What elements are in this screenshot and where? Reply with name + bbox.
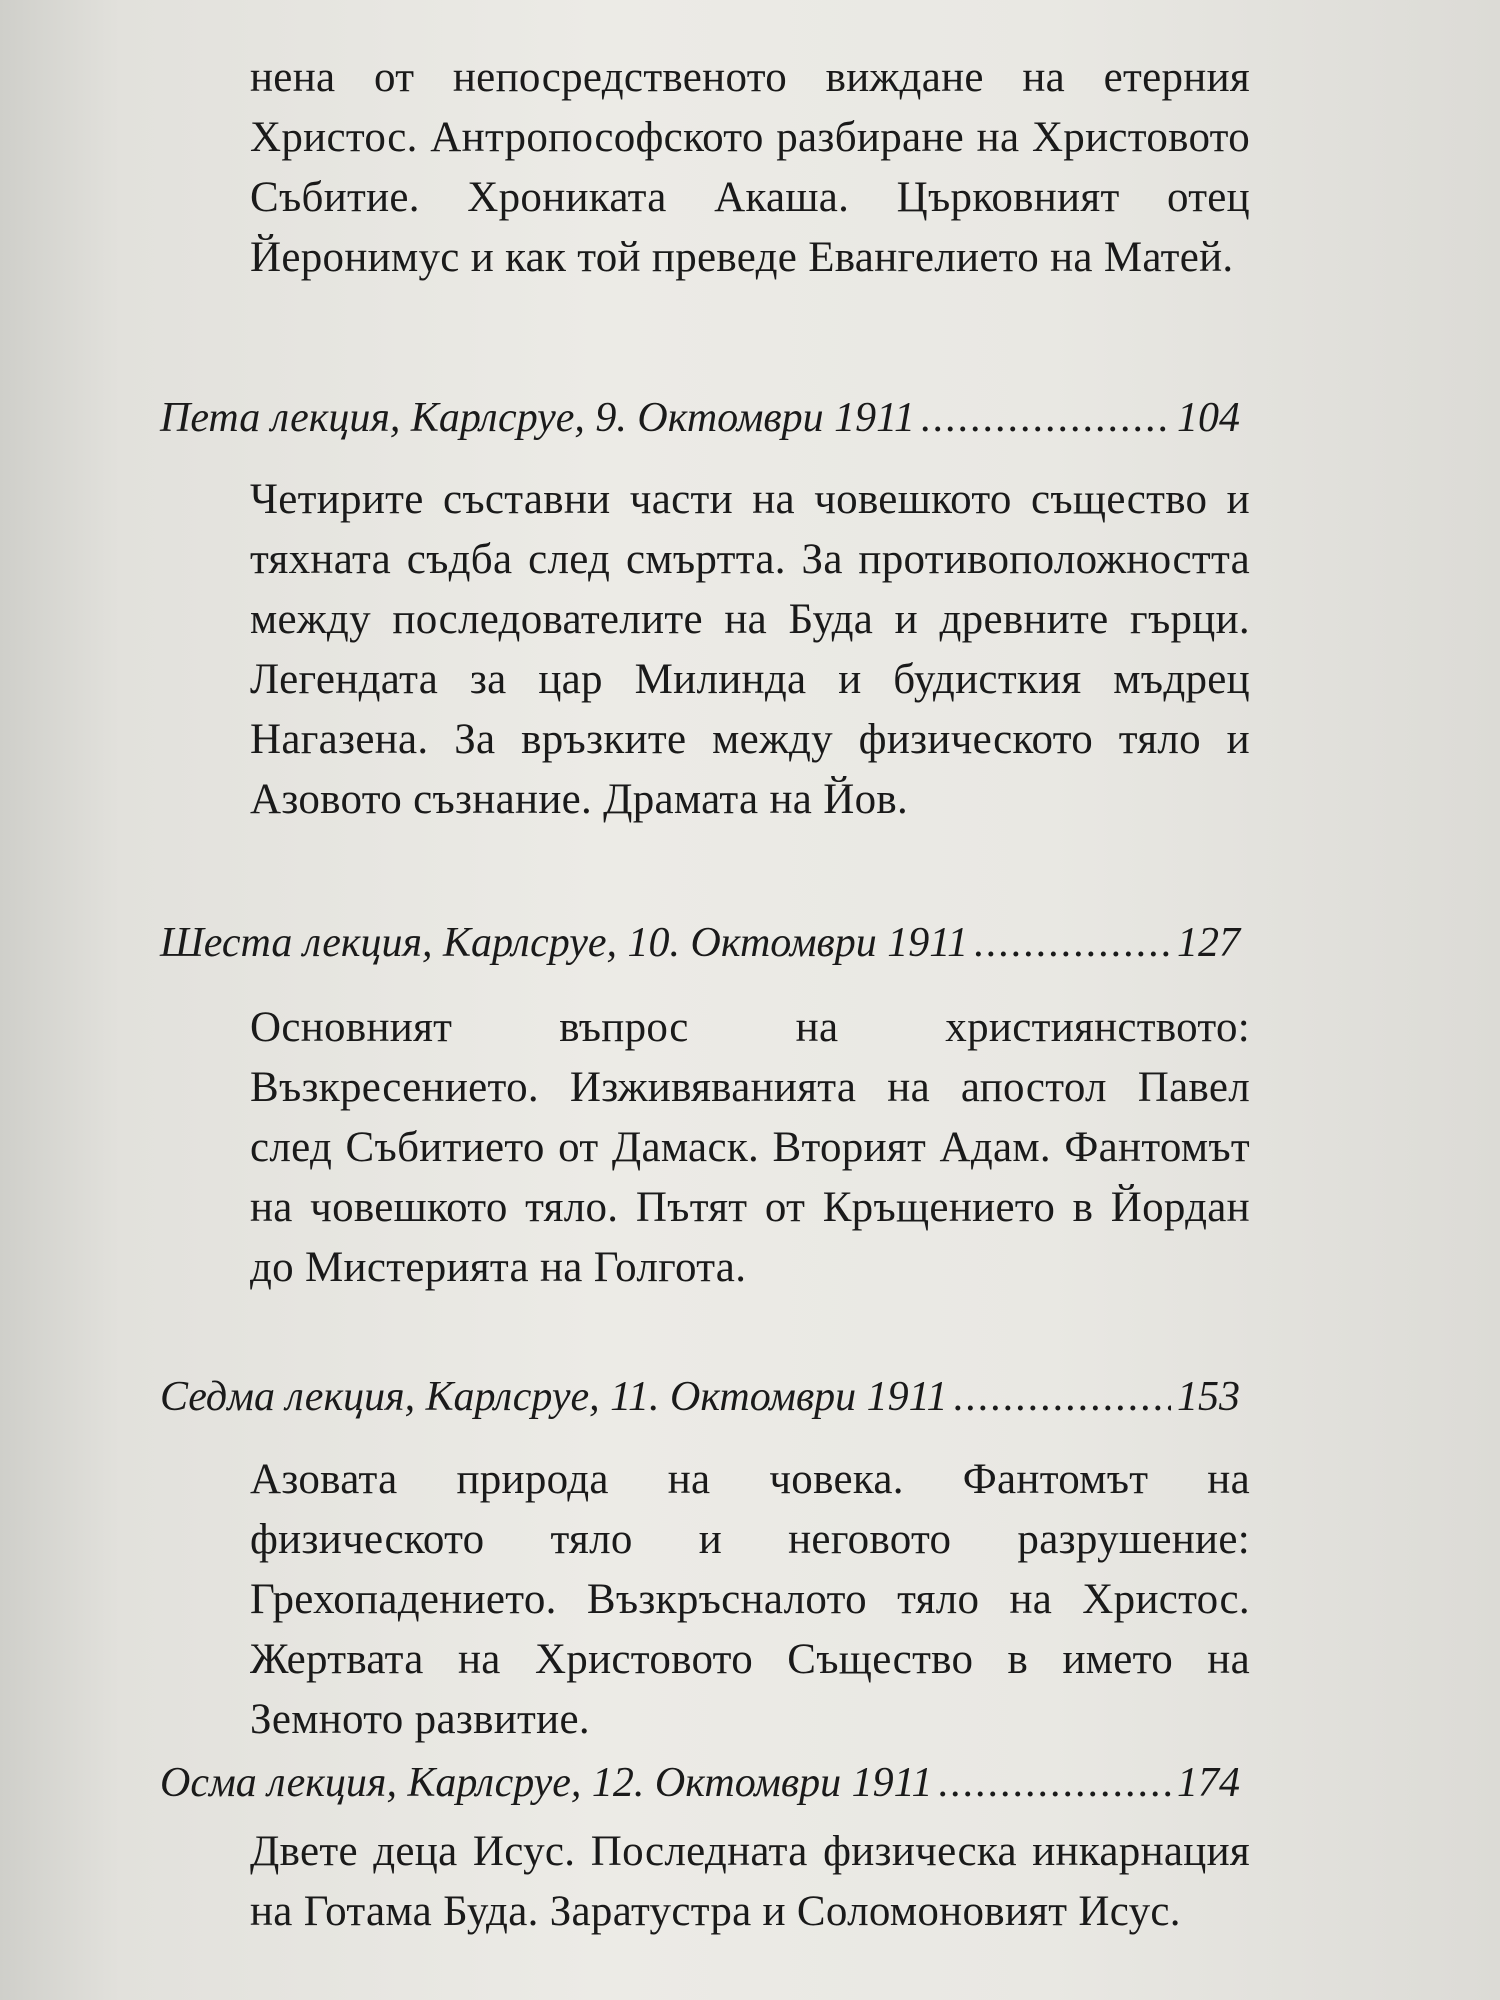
- toc-entry-7-heading: [160, 1372, 1240, 1422]
- toc-entry-page: 153: [1177, 1374, 1240, 1420]
- toc-entry-8-heading: [160, 1758, 1240, 1808]
- intro-paragraph: нена от непосредственото виждане на етерния Христос. Антропософското разбиране на Христовото Събитие. Хрониката Акаша. Църковният отец Йеронимус и как той преведе Евангелието на Матей.: [250, 54, 1250, 281]
- toc-entry-5-heading: [160, 393, 1240, 443]
- toc-entry-title: Шеста лекция, Карлсруе, 10. Октомври 1911: [160, 920, 969, 966]
- toc-entry-page: 127: [1177, 920, 1240, 966]
- toc-entry-5-summary: Четирите съставни части на човешкото същество и тяхната съдба след смъртта. За противоположността между последователите на Буда и древните гърци. Легендата за цар Милинда и будисткия мъдрец Нагазена. За връзките между физическото тяло и Азовото съзнание. Драмата на Йов.: [250, 476, 1250, 823]
- dot-leader: [939, 1758, 1171, 1808]
- toc-entry-page: 104: [1177, 395, 1240, 441]
- toc-entry-6-summary: Основният въпрос на християнството: Възкресението. Изживяванията на апостол Павел след Събитието от Дамаск. Вторият Адам. Фантомът на човешкото тяло. Пътят от Кръщението в Йордан до Мистерията на Голгота.: [250, 1004, 1250, 1291]
- toc-entry-7-summary: Азовата природа на човека. Фантомът на физическото тяло и неговото разрушение: Грехопадението. Възкръсналото тяло на Христос. Жертвата на Христовото Същество в името на Земното развитие.: [250, 1456, 1250, 1743]
- toc-entry-title: Осма лекция, Карлсруе, 12. Октомври 1911: [160, 1760, 933, 1806]
- toc-entry-8-summary: Двете деца Исус. Последната физическа инкарнация на Готама Буда. Заратустра и Соломоновият Исус.: [250, 1828, 1250, 1935]
- dot-leader: [954, 1372, 1171, 1422]
- toc-entry-page: 174: [1177, 1760, 1240, 1806]
- toc-entry-6-heading: [160, 918, 1240, 968]
- toc-entry-title: Пета лекция, Карлсруе, 9. Октомври 1911: [160, 395, 915, 441]
- toc-entry-title: Седма лекция, Карлсруе, 11. Октомври 1911: [160, 1374, 948, 1420]
- dot-leader: [921, 393, 1171, 443]
- dot-leader: [974, 918, 1171, 968]
